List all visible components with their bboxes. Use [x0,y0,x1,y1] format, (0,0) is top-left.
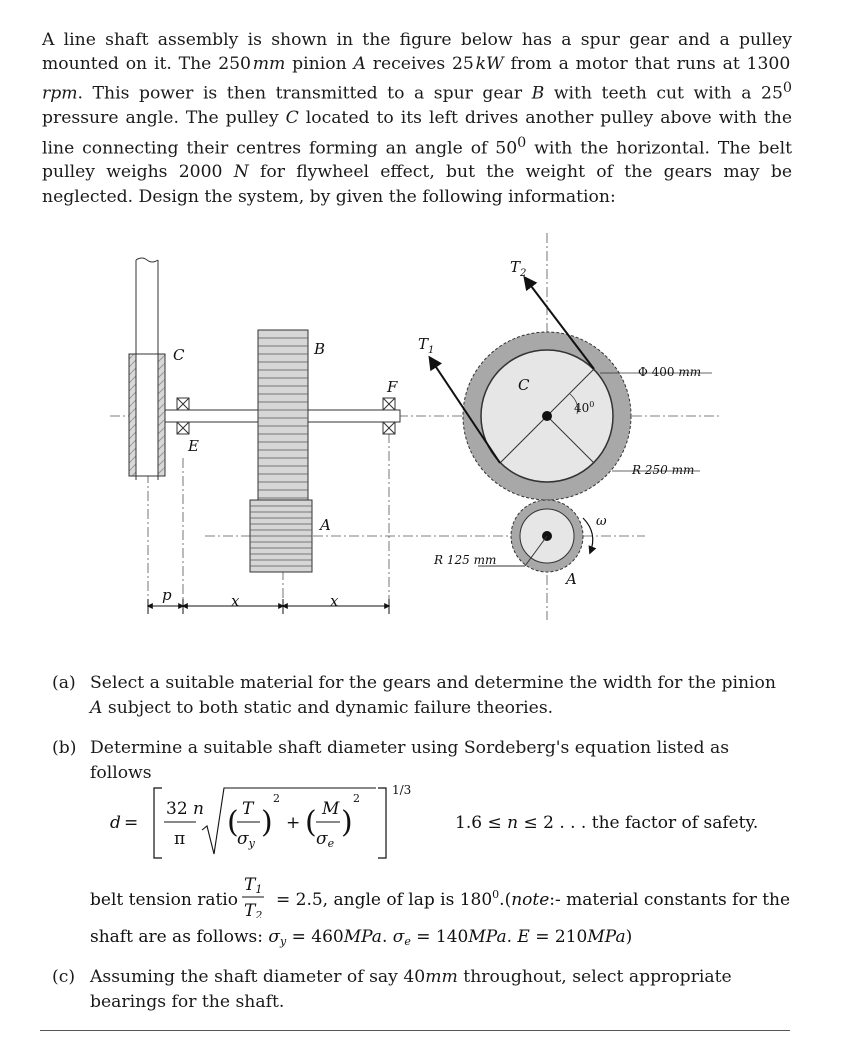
intro-text-2: pinion [292,54,347,75]
symbol-A: A [353,54,366,75]
formula-equals: = [124,813,139,833]
belt-ratio-num: T1 [244,875,263,896]
question-a-symbol: A [90,698,103,718]
unit-mm: mm [252,54,286,75]
label-angle: $40^0$ [574,400,595,415]
pinion-a-side-view [250,500,312,572]
pulley-c-side-view [129,354,165,476]
question-a-text-1: Select a suitable material for the gears and determine the width for the pinion [90,673,776,693]
rotation-arrow [583,518,593,553]
intro-text-10: for flywheel effect, but the weight of the gears may be neglected. Design the system, by given the following information: [42,162,792,207]
question-c-text-1: Assuming the shaft diameter of say 40 [90,967,426,987]
question-c-label: (c) [52,967,76,987]
paren-2-close: ) [341,805,353,840]
label-c-pulley: C [518,376,530,394]
formula-plus: + [286,813,301,833]
paren-1-open: ( [227,805,239,840]
belt-ratio-line [88,872,808,918]
label-dim-p: p [162,586,172,604]
formula-exponent: 1/3 [392,783,412,797]
formula-t: T [242,799,254,819]
paren-2-open: ( [305,805,317,840]
label-radius-250: R 250 mm [632,463,695,477]
question-a-text-2: subject to both static and dynamic failure theories. [107,698,554,718]
unit-newton: N [233,162,249,183]
factor-of-safety: 1.6 ≤ n ≤ 2 . . . the factor of safety. [455,813,759,833]
intro-text-1: A line shaft assembly is shown in the figure below has a spur gear and a pulley mounted on it. The 250 [42,30,792,75]
label-diameter: Φ 400 mm [638,365,702,379]
dimension-lines [148,599,389,614]
formula-numerator: 32 n [166,799,204,819]
gear-b-side-view [258,330,308,500]
intro-text-8: located to its left drives another pulley above with the line connecting their centres forming an angle of 50 [42,108,793,159]
formula-sigma-y: σy [237,829,255,850]
question-c-unit: mm [425,967,458,987]
formula-lhs: d [110,813,121,833]
label-radius-125: R 125 mm [434,553,497,567]
intro-text-3: receives 25 [372,54,474,75]
formula-sigma-e: σe [316,829,335,850]
belt-text-2: = 2.5, angle of lap is $180^0.(note:-$ material constants for the [276,888,791,910]
label-a-side: A [320,516,331,534]
pulley-hub [542,411,552,421]
question-c-text-2: throughout, select appropriate bearings for the shaft. [90,967,732,1012]
formula-pi: π [174,829,186,849]
soderberg-formula [110,780,810,870]
label-dim-x2: x [330,592,339,610]
label-f: F [387,378,398,396]
belt-ratio-den: T2 [244,901,263,918]
symbol-C: C [285,108,299,129]
label-e: E [188,437,199,455]
intro-text-4: from a motor that runs at 1300 [510,54,791,75]
material-constants-line [88,922,808,952]
unit-rpm: rpm [42,84,78,105]
intro-text-6: with teeth cut with a 25 [553,84,783,105]
label-t1: $T_1$ [418,335,435,356]
label-c-side: C [173,346,185,364]
shaft-assembly-figure [100,228,740,628]
question-a-label: (a) [52,673,76,693]
degree-sup-1: 0 [782,80,793,97]
intro-text-9: with the horizontal. The belt pulley weighs 2000 [42,138,793,183]
intro-text-5: . This power is then transmitted to a spur gear [77,84,523,105]
degree-sup-2: 0 [517,134,527,151]
formula-square-1: 2 [273,792,280,805]
paren-1-close: ) [261,805,273,840]
intro-text-7: pressure angle. The pulley [42,108,279,129]
label-t2: $T_2$ [510,258,527,279]
label-b: B [314,340,326,358]
label-a-pinion: A [566,570,577,588]
material-constants-text: shaft are as follows: σy = 460MPa. σe = 140MPa. E = 210MPa) [90,927,633,948]
bottom-rule [40,1030,790,1031]
symbol-B: B [531,84,545,105]
problem-statement [42,28,792,209]
unit-kw: kW [475,54,504,75]
formula-m: M [322,799,340,819]
label-omega: ω [596,514,607,529]
question-b-label: (b) [52,738,77,758]
question-b-text: Determine a suitable shaft diameter using Sordeberg's equation listed as follows [90,738,730,783]
formula-square-2: 2 [353,792,360,805]
label-dim-x1: x [231,592,240,610]
belt-text-1: belt tension ratio [90,890,238,910]
